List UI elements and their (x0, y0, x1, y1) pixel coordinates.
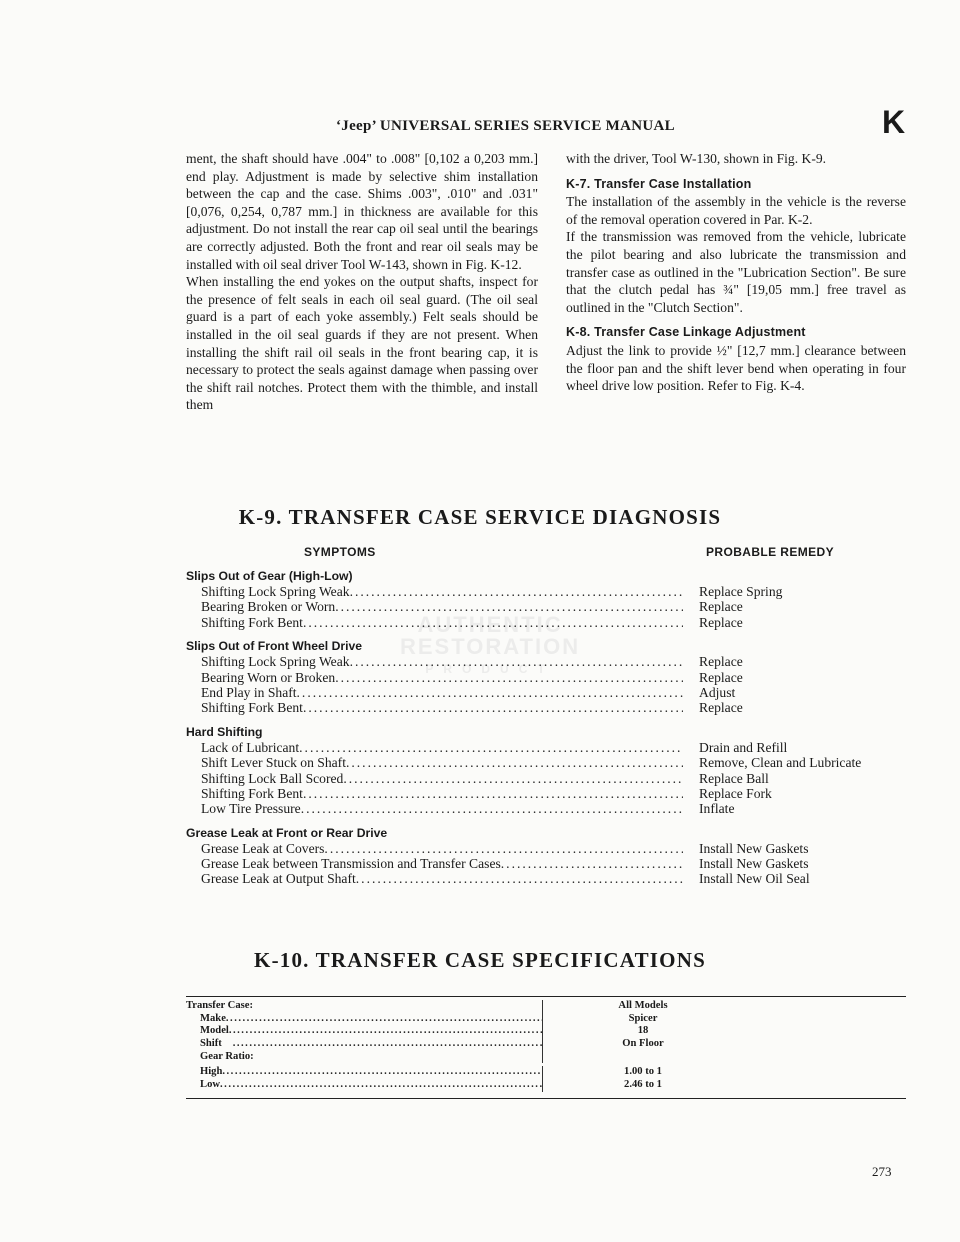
leader-dots (350, 654, 683, 669)
remedy-text: Adjust (699, 684, 736, 700)
spec-label: Low (200, 1079, 221, 1091)
diagnosis-row (186, 801, 916, 816)
page-header-title: ‘Jeep’ UNIVERSAL SERIES SERVICE MANUAL (336, 118, 675, 134)
diagnosis-group-title: Grease Leak at Front or Rear Drive (186, 825, 388, 840)
symptom-text: Grease Leak at Output Shaft (201, 871, 356, 887)
symptom-text: Shifting Lock Spring Weak (201, 584, 350, 599)
section-letter: K (882, 104, 906, 140)
diagnosis-title: K-9. TRANSFER CASE SERVICE DIAGNOSIS (238, 505, 722, 529)
diagnosis-row (186, 654, 916, 669)
k8-heading: K-8. Transfer Case Linkage Adjustment (566, 325, 806, 340)
remedy-text: Replace (699, 654, 743, 670)
symptom-text: Shifting Lock Spring Weak (201, 654, 350, 670)
remedy-text: Install New Gaskets (699, 856, 809, 872)
symptom-text: Grease Leak between Transmission and Transfer Cases (201, 856, 501, 872)
leader-dots (233, 1038, 542, 1051)
paragraph: If the transmission was removed from the vehicle, lubricate the pilot bearing and also lubricate the transmission and transfer case as outlined in the "Lubrication Section". Be sure that the clutch pedal has ¾" [19,05 mm.] free travel as outlined in the "Clutch Section". (566, 229, 906, 315)
diagnosis-row (186, 856, 916, 871)
symptom-text: Shifting Fork Bent (201, 700, 303, 716)
leader-dots (303, 615, 683, 630)
diagnosis-row (186, 584, 916, 599)
spec-row (186, 1079, 906, 1092)
remedy-text: Replace (699, 599, 743, 615)
diagnosis-group-title: Hard Shifting (186, 724, 263, 739)
leader-dots (346, 755, 683, 770)
spec-label: High (200, 1066, 223, 1078)
specifications-bottom-rule (186, 1098, 906, 1099)
diagnosis-group (186, 724, 916, 817)
spec-label: Make (200, 1012, 226, 1024)
leader-dots (222, 1066, 542, 1079)
leader-dots (343, 771, 683, 786)
leader-dots (301, 801, 683, 816)
diagnosis-group (186, 825, 916, 887)
paragraph: ment, the shaft should have .004" to .008" [0,102 a 0,203 mm.] end play. Adjustment is made by selective shim installation between the cap and the case. Shims .003", .010" and .031" [0,076, 0,254, 0,787 mm.] in thickness are available for this adjustment. Do not install the rear cap oil seal until the bearings are correctly adjusted. Both the front and rear oil seals may be installed with oil seal driver Tool W-143, shown in Fig. K-12. (186, 151, 538, 272)
spec-label: Shift (200, 1038, 222, 1050)
remedy-text: Replace Fork (699, 785, 772, 801)
diagnosis-row (186, 871, 916, 886)
symptom-text: End Play in Shaft (201, 684, 297, 700)
symptom-text: Bearing Worn or Broken (201, 669, 336, 685)
leader-dots (229, 1025, 542, 1038)
symptom-text: Bearing Broken or Worn (201, 599, 336, 615)
spec-value (543, 1051, 743, 1064)
symptom-text: Shifting Fork Bent (201, 614, 303, 630)
symptom-text: Grease Leak at Covers (201, 840, 325, 856)
leader-dots (226, 1013, 542, 1026)
leader-dots (501, 856, 683, 871)
symptom-text: Shifting Lock Ball Scored (201, 770, 344, 786)
paragraph: When installing the end yokes on the output shafts, inspect for the presence of felt seals in each oil seal guard. (The oil seal guard is a part of each yoke assembly.) Felt seals should be installed in the oil seal guards if they are not present. When installing the shift rail oil seals in the front bearing cap, it is necessary to protect the seals against damage when passing over the shift rail notches. Protect them with the thimble, and install them (186, 274, 538, 413)
remedy-text: Drain and Refill (699, 739, 788, 755)
spec-value: 18 (637, 1025, 649, 1037)
symptom-text: Lack of Lubricant (201, 739, 300, 755)
remedy-text: Inflate (699, 801, 735, 817)
paragraph: Adjust the link to provide ½" [12,7 mm.] clearance between the floor pan and the shift lever bend when operating in four wheel drive low position. Refer to Fig. K-4. (566, 342, 906, 394)
leader-dots (324, 841, 683, 856)
diagnosis-row (186, 685, 916, 700)
spec-value: On Floor (622, 1038, 664, 1050)
remedy-text: Install New Oil Seal (699, 871, 810, 887)
spec-row (186, 1000, 906, 1013)
leader-dots (297, 685, 683, 700)
spec-label: Transfer Case: (186, 1000, 253, 1011)
spec-label: Model (200, 1025, 229, 1037)
remedy-column-header: PROBABLE REMEDY (706, 545, 835, 559)
leader-dots (299, 740, 683, 755)
remedy-text: Replace (699, 669, 743, 685)
remedy-text: Install New Gaskets (699, 840, 809, 856)
symptoms-column-header: SYMPTOMS (304, 545, 376, 559)
spec-row (186, 1066, 906, 1079)
spec-label: Gear Ratio: (200, 1050, 254, 1062)
remedy-text: Replace Spring (699, 584, 783, 599)
spec-value: 1.00 to 1 (624, 1066, 662, 1078)
remedy-text: Replace (699, 614, 743, 630)
specifications-table (186, 1000, 906, 1092)
remedy-text: Replace (699, 700, 743, 716)
leader-dots (335, 670, 683, 685)
spec-value: Spicer (628, 1012, 658, 1024)
watermark: AUTHENTIC RESTORATION PRODUCT (400, 612, 581, 676)
diagnosis-row (186, 755, 916, 770)
spec-row (186, 1025, 906, 1038)
right-column (566, 150, 906, 395)
remedy-text: Replace Ball (699, 770, 769, 786)
diagnosis-row (186, 599, 916, 614)
specifications-title: K-10. TRANSFER CASE SPECIFICATIONS (254, 948, 706, 972)
diagnosis-row (186, 771, 916, 786)
leader-dots (335, 599, 683, 614)
diagnosis-group-title: Slips Out of Front Wheel Drive (186, 639, 363, 654)
spec-value: 2.46 to 1 (624, 1079, 662, 1091)
remedy-text: Remove, Clean and Lubricate (699, 755, 862, 771)
spec-row (186, 1013, 906, 1026)
paragraph: The installation of the assembly in the vehicle is the reverse of the removal operation covered in Par. K-2. (566, 194, 906, 227)
symptom-text: Shift Lever Stuck on Shaft (201, 755, 346, 771)
leader-dots (220, 1079, 542, 1092)
diagnosis-group (186, 638, 916, 716)
symptom-text: Shifting Fork Bent (201, 785, 303, 801)
diagnosis-row (186, 670, 916, 685)
k7-heading: K-7. Transfer Case Installation (566, 176, 752, 191)
spec-row (186, 1038, 906, 1051)
leader-dots (303, 700, 683, 715)
paragraph: with the driver, Tool W-130, shown in Fig. K-9. (566, 151, 827, 166)
leader-dots (356, 871, 683, 886)
symptom-text: Low Tire Pressure (201, 801, 301, 817)
leader-dots (303, 786, 683, 801)
spec-value: All Models (618, 1000, 668, 1011)
leader-dots (350, 584, 683, 599)
diagnosis-row (186, 615, 916, 630)
spec-row (186, 1051, 906, 1064)
diagnosis-group (186, 568, 916, 630)
diagnosis-group-title: Slips Out of Gear (High-Low) (186, 569, 353, 583)
diagnosis-row (186, 700, 916, 715)
page-number: 273 (872, 1164, 892, 1179)
diagnosis-table (186, 568, 916, 895)
diagnosis-row (186, 786, 916, 801)
diagnosis-row (186, 740, 916, 755)
specifications-top-rule (186, 996, 906, 997)
left-column (186, 150, 538, 414)
diagnosis-row (186, 841, 916, 856)
